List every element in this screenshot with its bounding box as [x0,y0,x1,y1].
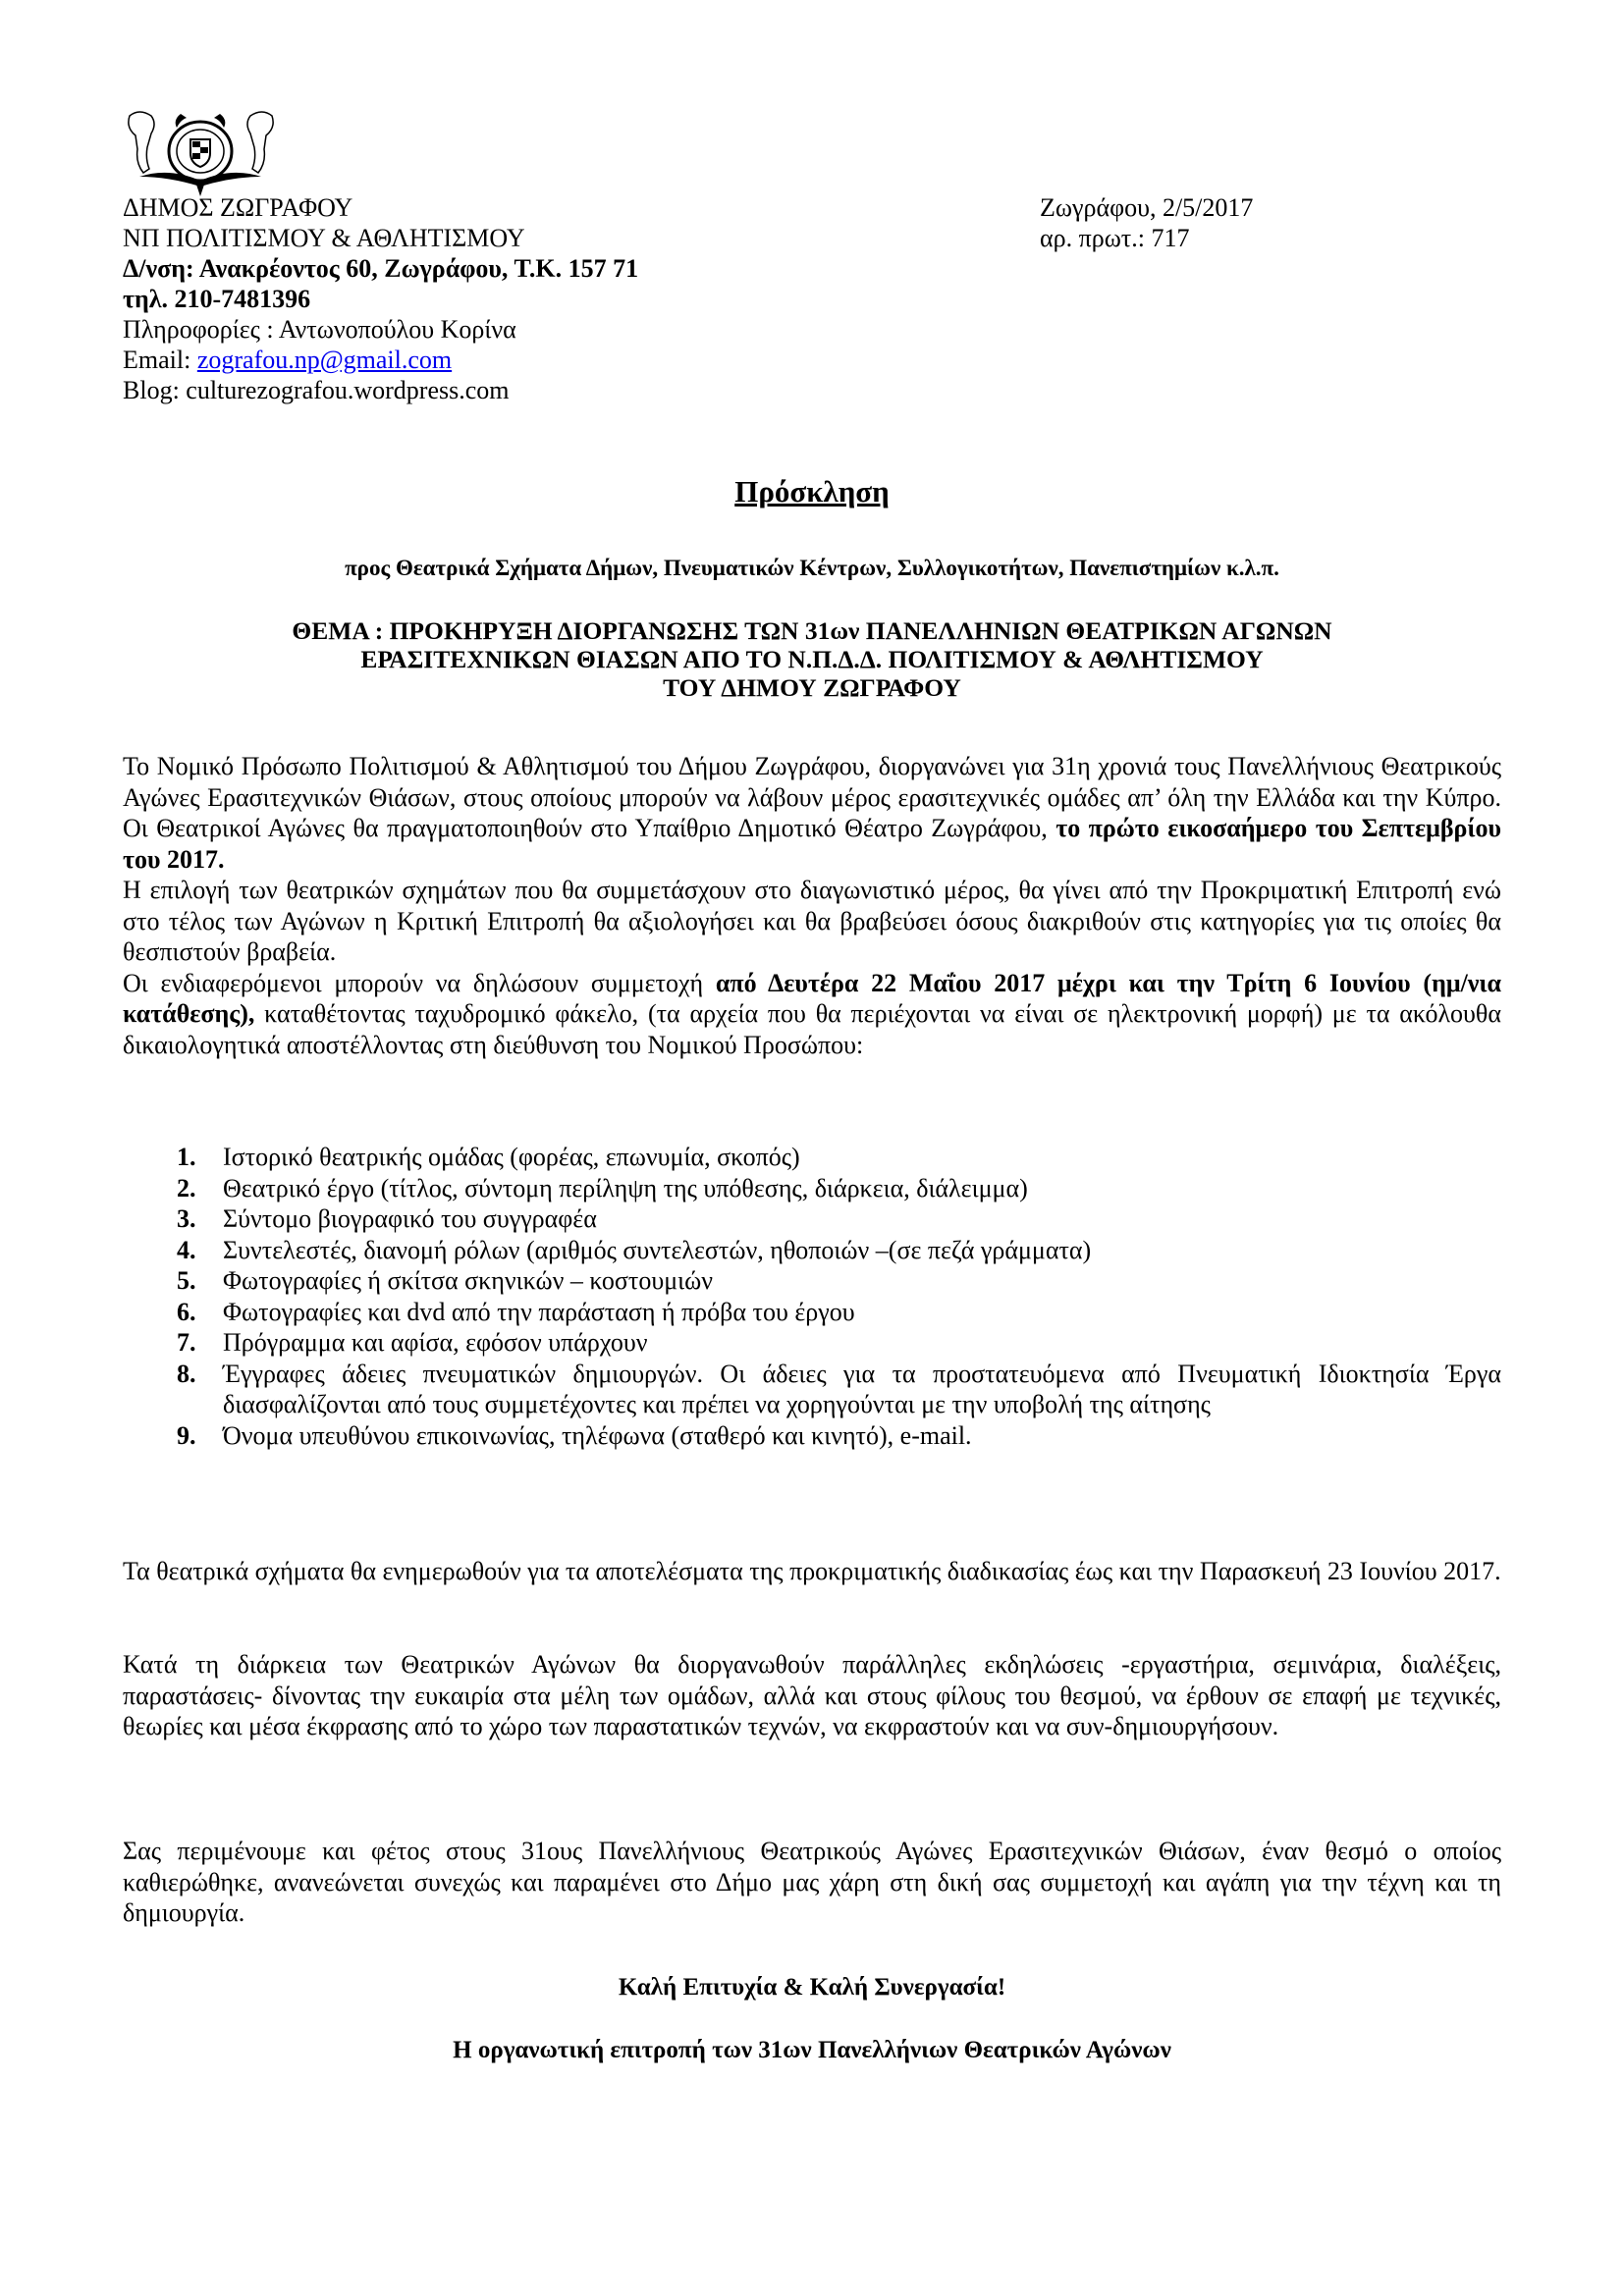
sender-address: Δ/νση: Ανακρέοντος 60, Ζωγράφου, Τ.Κ. 157 71 [123,254,639,283]
subject-line-2: ΕΡΑΣΙΤΕΧΝΙΚΩΝ ΘΙΑΣΩΝ ΑΠΟ ΤΟ Ν.Π.Δ.Δ. ΠΟΛΙΤΙΣΜΟΥ & ΑΘΛΗΤΙΣΜΟΥ [360,645,1264,673]
paragraph-results: Τα θεατρικά σχήματα θα ενημερωθούν για τα αποτελέσματα της προκριματικής διαδικασίας έως και την Παρασκευή 23 Ιουνίου 2017. [123,1557,1501,1585]
list-number: 1. [177,1143,196,1171]
paragraph-selection: Η επιλογή των θεατρικών σχημάτων που θα συμμετάσχουν στο διαγωνιστικό μέρος, θα γίνει από την Προκριματική Επιτροπή ενώ στο τέλος των Αγώνων η Κριτική Επιτροπή θα αξιολογήσει και θα βραβεύσει όσους διακριθούν στις κατηγορίες για τις οποίες θα θεσπιστούν βραβεία. [123,876,1501,966]
email-line [123,345,638,375]
municipality-crest-logo [120,106,282,196]
subject-line-1: ΘΕΜΑ : ΠΡΟΚΗΡΥΞΗ ΔΙΟΡΓΑΝΩΣΗΣ ΤΩΝ 31ων ΠΑΝΕΛΛΗΝΙΩΝ ΘΕΑΤΡΙΚΩΝ ΑΓΩΝΩΝ [292,616,1332,645]
entity-name: ΝΠ ΠΟΛΙΤΙΣΜΟΥ & ΑΘΛΗΤΙΣΜΟΥ [123,224,525,252]
paragraph-emphasis: από Δευτέρα 22 Μαΐου 2017 μέχρι και την Τρίτη 6 Ιουνίου (ημ/νια κατάθεσης), [123,968,1501,1028]
list-item [177,1359,1501,1420]
list-text: Θεατρικό έργο (τίτλος, σύντομη περίληψη της υπόθεσης, διάρκεια, διάλειμμα) [223,1173,1028,1202]
list-item [177,1142,1501,1173]
sender-phone: τηλ. 210-7481396 [123,285,311,313]
list-item [177,1327,1501,1359]
list-number: 4. [177,1235,196,1264]
document-meta [1040,192,1253,253]
municipality-name: ΔΗΜΟΣ ΖΩΓΡΑΦΟΥ [123,193,353,222]
paragraph-announcement [123,751,1501,875]
list-text: Σύντομο βιογραφικό του συγγραφέα [223,1204,597,1233]
paragraph-events: Κατά τη διάρκεια των Θεατρικών Αγώνων θα διοργανωθούν παράλληλες εκδηλώσεις -εργαστήρια, σεμινάρια, διαλέξεις, παραστάσεις- δίνοντας την ευκαιρία στα μέλη των ομάδων, αλλά και στους φίλους του θεσμού, να έρθουν σε επαφή με τεχνικές, θεωρίες και μέσα έκφρασης από το χώρο των παραστατικών τεχνών, να εκφραστούν και να συν-δημιουργήσουν. [123,1650,1501,1740]
subject-heading [0,616,1624,702]
paragraph-text: καταθέτοντας ταχυδρομικό φάκελο, (τα αρχεία που θα περιέχονται να είναι σε ηλεκτρονική μορφή) με τα ακόλουθα δικαιολογητικά αποστέλλοντας στη διεύθυνση του Νομικού Προσώπου: [123,999,1501,1059]
list-number: 7. [177,1328,196,1357]
list-text: Όνομα υπευθύνου επικοινωνίας, τηλέφωνα (σταθερό και κινητό), e-mail. [223,1420,972,1450]
paragraph-text: Το Νομικό Πρόσωπο Πολιτισμού & Αθλητισμού του Δήμου Ζωγράφου, διοργανώνει για 31η χρονιά τους Πανελλήνιους Θεατρικούς Αγώνες Ερασιτεχνικών Θιάσων, στους οποίους μπορούν να λάβουν μέρος ερασιτεχνικές ομάδες απ’ όλη την Ελλάδα και την Κύπρο. Οι Θεατρικοί Αγώνες θα πραγματοποιηθούν στο Υπαίθριο Δημοτικό Θέατρο Ζωγράφου, [123,752,1501,842]
list-number: 9. [177,1420,196,1450]
closing-wishes: Καλή Επιτυχία & Καλή Συνεργασία! [618,1974,1006,2001]
list-text: Έγγραφες άδειες πνευματικών δημιουργών. Οι άδειες για τα προστατευόμενα από Πνευματική Ιδιοκτησία Έργα διασφαλίζονται από τους συμμετέχοντες και πρέπει να χορηγούνται με την υποβολή της αίτησης [223,1359,1501,1418]
recipients-line: προς Θεατρικά Σχήματα Δήμων, Πνευματικών Κέντρων, Συλλογικοτήτων, Πανεπιστημίων κ.λ.π. [345,556,1279,580]
list-item [177,1420,1501,1452]
list-number: 2. [177,1173,196,1202]
email-label: Email: [123,346,197,374]
paragraph-emphasis: το πρώτο εικοσαήμερο του Σεπτεμβρίου του 2017. [123,814,1502,874]
list-item [177,1173,1501,1204]
blog-line: Blog: culturezografou.wordpress.com [123,376,510,404]
list-item [177,1297,1501,1328]
closing-signature: Η οργανωτική επιτροπή των 31ων Πανελλήνιων Θεατρικών Αγώνων [453,2037,1171,2063]
sender-block [123,192,638,405]
requirements-list [177,1142,1501,1451]
body-intro [123,751,1501,1060]
list-text: Συντελεστές, διανομή ρόλων (αριθμός συντελεστών, ηθοποιών –(σε πεζά γράμματα) [223,1235,1092,1264]
protocol-number: αρ. πρωτ.: 717 [1040,224,1190,252]
place-date: Ζωγράφου, 2/5/2017 [1040,193,1254,222]
list-text: Φωτογραφίες και dvd από την παράσταση ή πρόβα του έργου [223,1297,855,1326]
paragraph-registration [123,968,1501,1061]
paragraph-invitation: Σας περιμένουμε και φέτος στους 31ους Πανελλήνιους Θεατρικούς Αγώνες Ερασιτεχνικών Θιάσων, έναν θεσμό ο οποίος καθιερώθηκε, ανανεώνεται συνεχώς και παραμένει στο Δήμο μας χάρη στη δική σας συμμετοχή και αγάπη για την τέχνη και τη δημιουργία. [123,1837,1501,1927]
list-number: 5. [177,1266,196,1295]
document-title: Πρόσκληση [734,474,890,508]
list-text: Ιστορικό θεατρικής ομάδας (φορέας, επωνυμία, σκοπός) [223,1143,800,1171]
list-text: Φωτογραφίες ή σκίτσα σκηνικών – κοστουμιών [223,1266,714,1295]
email-link[interactable]: zografou.np@gmail.com [196,346,453,374]
list-text: Πρόγραμμα και αφίσα, εφόσον υπάρχουν [223,1328,648,1357]
list-number: 8. [177,1359,196,1388]
paragraph-text: Οι ενδιαφερόμενοι μπορούν να δηλώσουν συμμετοχή [123,968,716,997]
list-number: 6. [177,1297,196,1326]
list-item [177,1265,1501,1297]
list-item [177,1203,1501,1235]
list-number: 3. [177,1204,196,1233]
contact-person: Πληροφορίες : Αντωνοπούλου Κορίνα [123,315,516,344]
list-item [177,1235,1501,1266]
subject-line-3: ΤΟΥ ΔΗΜΟΥ ΖΩΓΡΑΦΟΥ [663,673,961,702]
